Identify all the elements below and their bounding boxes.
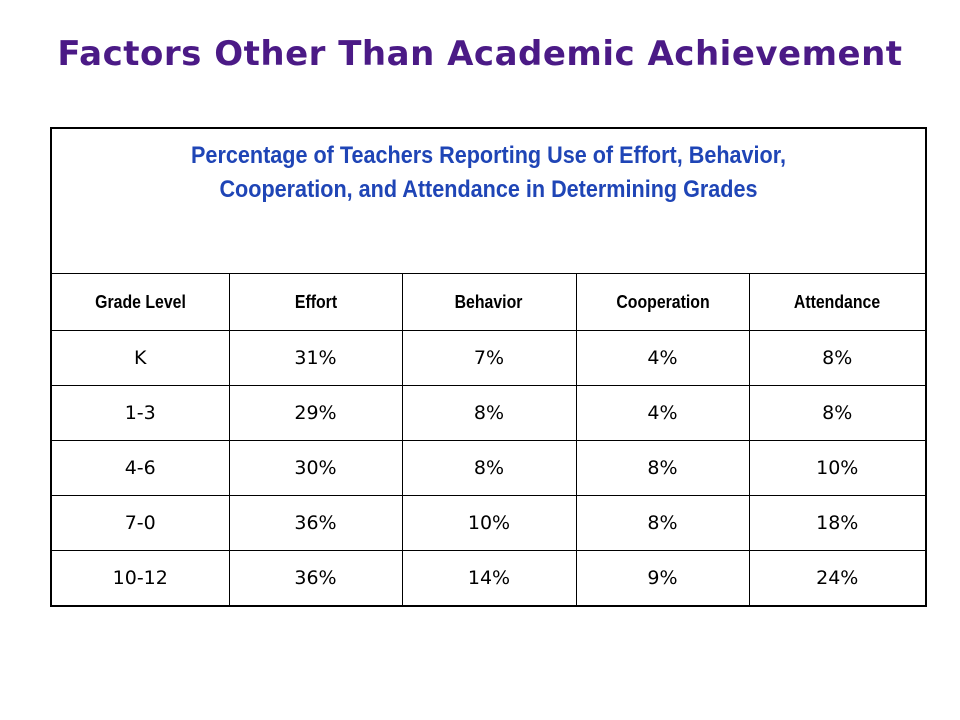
cell-grade-level: 10-12 [51,551,229,607]
table-caption-line-1: Percentage of Teachers Reporting Use of Effort, Behavior, [191,142,786,169]
cell-behavior: 7% [402,331,576,386]
slide-title: Factors Other Than Academic Achievement [57,34,903,74]
cell-effort: 31% [229,331,402,386]
column-header-attendance: Attendance [749,274,926,331]
cell-grade-level: K [51,331,229,386]
caption-row [51,128,926,274]
table-row [51,496,926,551]
table-caption-line-2: Cooperation, and Attendance in Determining Grades [219,176,758,203]
cell-cooperation: 4% [576,331,749,386]
cell-cooperation: 8% [576,441,749,496]
column-header-cooperation: Cooperation [576,274,749,331]
column-header-effort: Effort [229,274,402,331]
table-row [51,551,926,607]
cell-attendance: 8% [749,386,926,441]
table-row [51,386,926,441]
header-row [51,274,926,331]
cell-attendance: 10% [749,441,926,496]
cell-behavior: 8% [402,441,576,496]
table-caption [51,128,926,274]
cell-attendance: 18% [749,496,926,551]
cell-behavior: 8% [402,386,576,441]
cell-cooperation: 4% [576,386,749,441]
cell-effort: 36% [229,496,402,551]
cell-effort: 36% [229,551,402,607]
column-header-behavior: Behavior [402,274,576,331]
column-header-grade-level: Grade Level [51,274,229,331]
cell-grade-level: 7-0 [51,496,229,551]
table-row [51,331,926,386]
cell-behavior: 10% [402,496,576,551]
cell-effort: 29% [229,386,402,441]
cell-effort: 30% [229,441,402,496]
cell-behavior: 14% [402,551,576,607]
cell-grade-level: 1-3 [51,386,229,441]
cell-cooperation: 9% [576,551,749,607]
cell-attendance: 24% [749,551,926,607]
table-row [51,441,926,496]
cell-cooperation: 8% [576,496,749,551]
cell-attendance: 8% [749,331,926,386]
cell-grade-level: 4-6 [51,441,229,496]
grades-factors-table [50,127,927,607]
